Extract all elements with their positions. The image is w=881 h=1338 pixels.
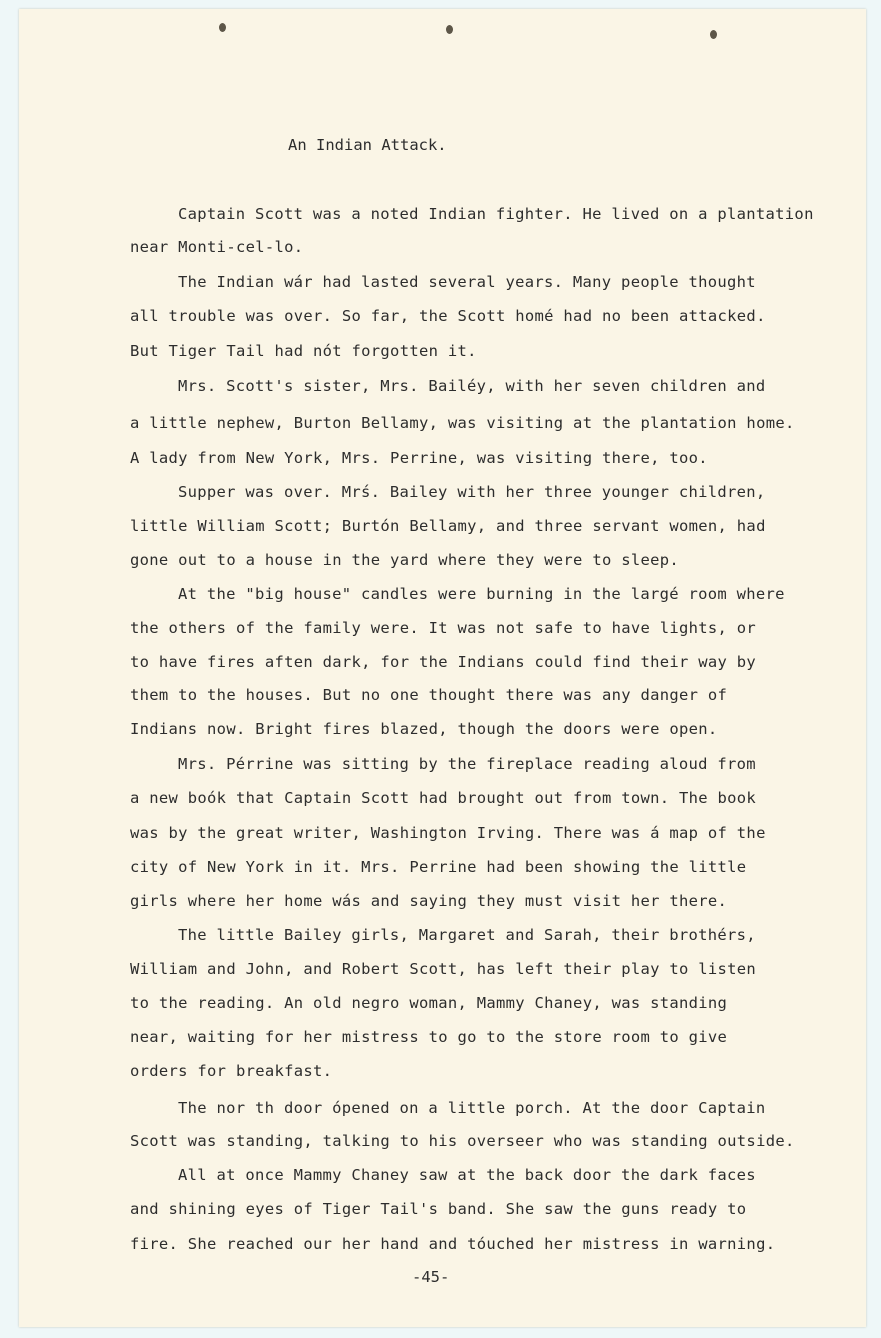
text-line: fire. She reached our her hand and tóuched her mistress in warning. xyxy=(130,1235,776,1253)
text-line: and shining eyes of Tiger Tail's band. She saw the guns ready to xyxy=(130,1200,747,1218)
text-line: city of New York in it. Mrs. Perrine had been showing the little xyxy=(130,858,747,876)
text-line: Supper was over. Mrś. Bailey with her three younger children, xyxy=(178,483,766,501)
text-line: Mrs. Scott's sister, Mrs. Bailéy, with her seven children and xyxy=(178,377,766,395)
text-line: Scott was standing, talking to his overseer who was standing outside. xyxy=(130,1132,795,1150)
text-line: But Tiger Tail had nót forgotten it. xyxy=(130,342,477,360)
text-line: At the "big house" candles were burning in the largé room where xyxy=(178,585,785,603)
text-line: near Monti-cel-lo. xyxy=(130,238,304,256)
text-line: A lady from New York, Mrs. Perrine, was visiting there, too. xyxy=(130,449,708,467)
text-line: gone out to a house in the yard where they were to sleep. xyxy=(130,551,680,569)
page-number: -45- xyxy=(412,1268,450,1286)
text-line: The nor th door ópened on a little porch. At the door Captain xyxy=(178,1099,766,1117)
text-line: a little nephew, Burton Bellamy, was visiting at the plantation home. xyxy=(130,414,795,432)
text-line: William and John, and Robert Scott, has left their play to listen xyxy=(130,960,757,978)
punch-hole xyxy=(219,23,226,32)
text-line: Indians now. Bright fires blazed, though the doors were open. xyxy=(130,720,718,738)
text-line: Captain Scott was a noted Indian fighter. He lived on a plantation xyxy=(178,205,814,223)
text-line: all trouble was over. So far, the Scott homé had no been attacked. xyxy=(130,307,766,325)
text-line: The little Bailey girls, Margaret and Sarah, their brothérs, xyxy=(178,926,756,944)
text-line: orders for breakfast. xyxy=(130,1062,333,1080)
text-line: them to the houses. But no one thought there was any danger of xyxy=(130,686,728,704)
text-line: Mrs. Pérrine was sitting by the fireplace reading aloud from xyxy=(178,755,756,773)
text-line: a new boók that Captain Scott had brought out from town. The book xyxy=(130,789,757,807)
text-line: girls where her home wás and saying they must visit her there. xyxy=(130,892,728,910)
punch-hole xyxy=(710,30,717,39)
text-line: was by the great writer, Washington Irving. There was á map of the xyxy=(130,824,766,842)
text-line: the others of the family were. It was not safe to have lights, or xyxy=(130,619,757,637)
text-line: to have fires aften dark, for the Indians could find their way by xyxy=(130,653,757,671)
text-line: near, waiting for her mistress to go to the store room to give xyxy=(130,1028,728,1046)
punch-hole xyxy=(446,25,453,34)
text-line: little William Scott; Burtón Bellamy, and three servant women, had xyxy=(130,517,766,535)
text-line: to the reading. An old negro woman, Mammy Chaney, was standing xyxy=(130,994,728,1012)
text-line: All at once Mammy Chaney saw at the back door the dark faces xyxy=(178,1166,756,1184)
page-title: An Indian Attack. xyxy=(288,136,447,154)
text-line: The Indian wár had lasted several years. Many people thought xyxy=(178,273,756,291)
